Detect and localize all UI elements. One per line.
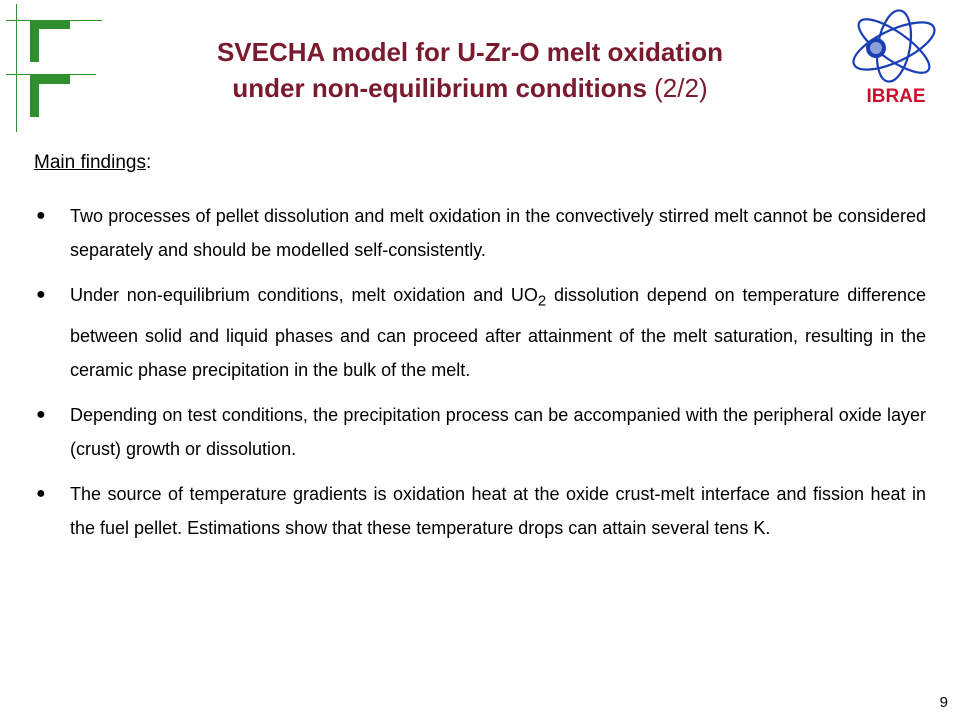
decoration-line-vertical [16, 4, 17, 132]
page-number: 9 [939, 694, 948, 711]
corner-decoration-horizontal-2 [30, 75, 70, 84]
bullet-icon: ● [36, 207, 46, 224]
decoration-line-horizontal-1 [6, 20, 102, 21]
bullet-icon: ● [36, 484, 46, 502]
title-part-indicator: (2/2) [654, 73, 708, 103]
ibrae-logo [846, 6, 946, 110]
list-item [34, 398, 926, 466]
decoration-line-horizontal-2 [6, 74, 96, 75]
finding-text-2-pre: Under non-equilibrium conditions, melt oxidation and UO [70, 285, 538, 305]
corner-decoration-horizontal-1 [30, 20, 70, 29]
findings-list [34, 199, 926, 556]
atom-orbit-icon [846, 6, 946, 110]
title-line-2: under non-equilibrium conditions [232, 73, 647, 103]
finding-text-2-post: dissolution depend on temperature difference between solid and liquid phases and can proceed after attainment of the melt saturation, resulting in the ceramic phase precipitation in the bulk of the melt. [70, 285, 926, 380]
section-heading-colon: : [145, 152, 152, 173]
finding-text-4: The source of temperature gradients is oxidation heat at the oxide crust-melt interface and fission heat in the fuel pellet. Estimations show that these temperature drops can attain several tens K. [70, 483, 926, 538]
list-item [34, 199, 926, 267]
page-title [120, 34, 820, 106]
list-item [34, 477, 926, 545]
bullet-icon: ● [36, 405, 46, 423]
section-heading [34, 152, 151, 174]
finding-text-2 [70, 285, 926, 380]
finding-text-1: Two processes of pellet dissolution and melt oxidation in the convectively stirred melt cannot be considered separately and should be modelled self-consistently. [70, 206, 926, 260]
finding-text-3: Depending on test conditions, the precipitation process can be accompanied with the peripheral oxide layer (crust) growth or dissolution. [70, 404, 926, 459]
list-item [34, 278, 926, 387]
subscript: 2 [537, 292, 547, 310]
title-line-1: SVECHA model for U-Zr-O melt oxidation [216, 37, 724, 67]
bullet-icon: ● [36, 286, 46, 303]
logo-text: IBRAE [866, 86, 926, 107]
section-heading-text: Main findings [34, 152, 146, 173]
